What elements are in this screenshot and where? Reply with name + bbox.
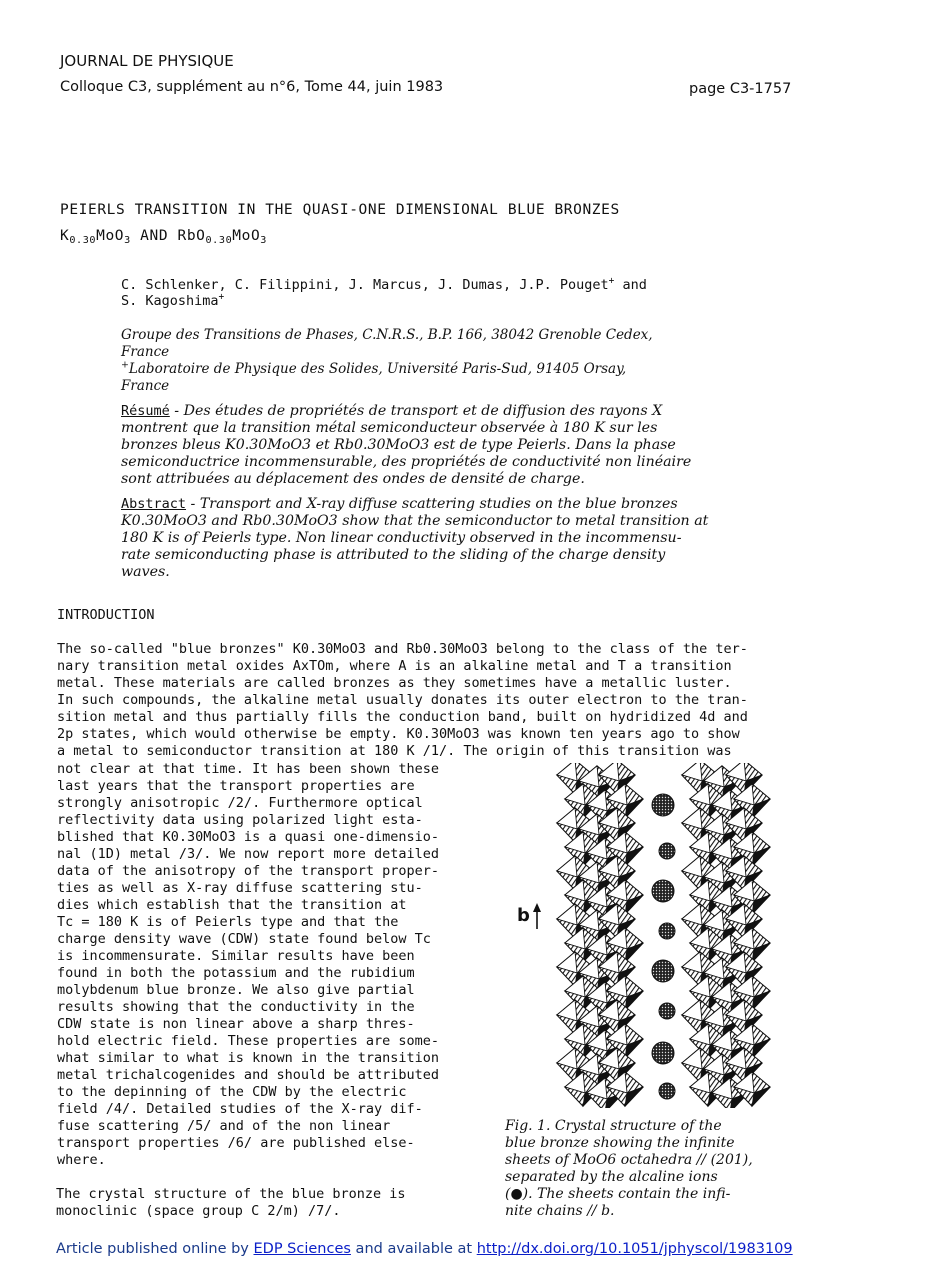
resume-label: Résumé: [121, 403, 170, 419]
octahedra-sheet-left: [557, 763, 643, 1108]
alkaline-ion: [652, 880, 674, 902]
intro-paragraph-full-width: The so-called "blue bronzes" K0.30MoO3 and Rb0.30MoO3 belong to the class of the ter- nary transition metal oxides AxTOm, where A is an alkaline metal and T a transition metal. These materials are called bronzes as they sometimes have a metallic luster. In such compounds, the alkaline metal usually donates its outer electron to the tran- sition metal and thus partially fills the conduction band, built on hydridized 4d and 2p states, which would otherwise be empty. K0.30MoO3 was known ten years ago to show a metal to semiconductor transition at 180 K /1/. The origin of this transition was: [57, 641, 748, 759]
page-number: page C3-1757: [689, 81, 792, 97]
english-abstract: Abstract - Transport and X-ray diffuse scattering studies on the blue bronzes K0.30MoO3 and Rb0.30MoO3 show that the semiconductor to metal transition at 180 K is of Peierls type. Non linear conductivity observed in the incommensu- rate semiconducting phase is attributed to the sliding of the charge density waves.: [121, 496, 709, 580]
section-heading-introduction: INTRODUCTION: [57, 607, 155, 623]
alkaline-ion: [659, 1083, 675, 1099]
crystal-structure-paragraph: The crystal structure of the blue bronze is monoclinic (space group C 2/m) /7/.: [56, 1186, 406, 1219]
resume-french-abstract: Résumé - Des études de propriétés de transport et de diffusion des rayons X montrent que la transition métal semiconducteur observée à 180 K sur les bronzes bleus K0.30MoO3 et Rb0.30MoO3 est de type Peierls. Dans la phase semiconductrice incommensurable, des propriétés de conductivité non linéaire sont attribuées au déplacement des ondes de densité de charge.: [121, 403, 692, 487]
edp-sciences-link[interactable]: EDP Sciences: [253, 1241, 351, 1257]
figure-caption: Fig. 1. Crystal structure of the blue bronze showing the infinite sheets of MoO6 octahedra // (201), separated by the alcaline ions (●). The sheets contain the infi- nite chains // b.: [505, 1118, 753, 1219]
issue-info: Colloque C3, supplément au n°6, Tome 44, juin 1983: [60, 79, 444, 95]
author-list: C. Schlenker, C. Filippini, J. Marcus, J. Dumas, J.P. Pouget+ and S. Kagoshima+: [121, 275, 647, 309]
journal-name: JOURNAL DE PHYSIQUE: [60, 52, 234, 70]
alkaline-ion: [652, 794, 674, 816]
alkaline-ion: [652, 960, 674, 982]
alkaline-ions: [652, 794, 675, 1099]
doi-link[interactable]: http://dx.doi.org/10.1051/jphyscol/1983109: [476, 1241, 793, 1257]
crystal-structure-figure: [505, 763, 805, 1108]
alkaline-ion: [652, 1042, 674, 1064]
alkaline-ion: [659, 923, 675, 939]
b-axis-arrowhead: [533, 903, 541, 912]
intro-paragraph-left-column: not clear at that time. It has been shown these last years that the transport properties are strongly anisotropic /2/. Furthermore optical reflectivity data using polarized light esta- blished that K0.30MoO3 is a quasi one-dimensio- nal (1D) metal /3/. We now report more detailed data of the anisotropy of the transport proper- ties as well as X-ray diffuse scattering stu- dies which establish that the transition at Tc = 180 K is of Peierls type and that the charge density wave (CDW) state found below Tc is incommensurate. Similar results have been found in both the potassium and the rubidium molybdenum blue bronze. We also give partial results showing that the conductivity in the CDW state is non linear above a sharp thres- hold electric field. These properties are some- what similar to what is known in the transition metal trichalcogenides and should be attributed to the depinning of the CDW by the electric field /4/. Detailed studies of the X-ray dif- fuse scattering /5/ and of the non linear transport properties /6/ are published else- where.: [57, 761, 440, 1168]
octahedra-sheet-right: [682, 763, 770, 1108]
publisher-footer: Article published online by EDP Sciences and available at http://dx.doi.org/10.1051/jphyscol/1983109: [56, 1241, 793, 1257]
alkaline-ion: [659, 843, 675, 859]
affiliation-orsay: +Laboratoire de Physique des Solides, Université Paris-Sud, 91405 Orsay, France: [121, 359, 627, 394]
b-axis-label: b: [517, 905, 530, 926]
abstract-label: Abstract: [121, 496, 187, 512]
alkaline-ion: [659, 1003, 675, 1019]
affiliation-grenoble: Groupe des Transitions de Phases, C.N.R.S., B.P. 166, 38042 Grenoble Cedex, France: [121, 327, 653, 360]
paper-title-line1: PEIERLS TRANSITION IN THE QUASI-ONE DIMENSIONAL BLUE BRONZES: [60, 202, 620, 218]
paper-title-line2: $K_{0.30}MoO_3$ AND RbO$_{0.30}$MoO$_3$: [60, 228, 267, 246]
